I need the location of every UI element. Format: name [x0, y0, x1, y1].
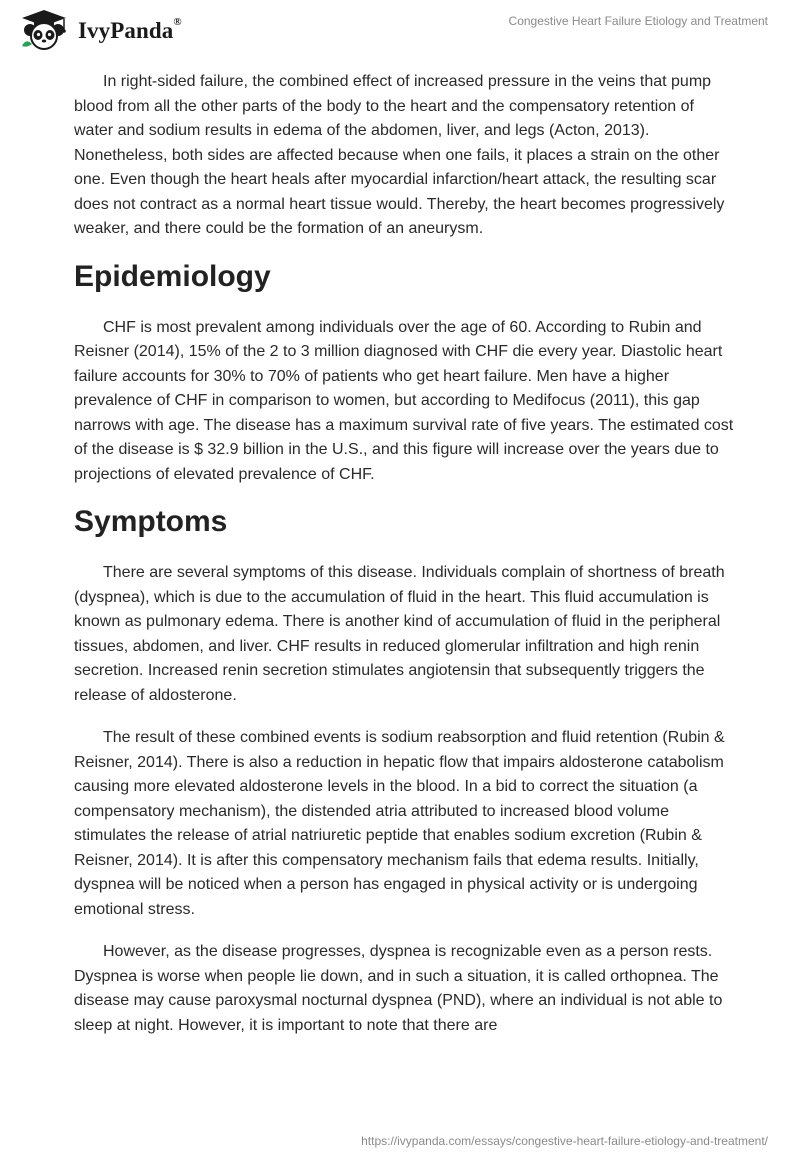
document-title: Congestive Heart Failure Etiology and Treatment — [508, 14, 768, 28]
registered-mark: ® — [173, 16, 182, 28]
essay-content — [74, 70, 734, 1038]
paragraph-symptoms-2: The result of these combined events is sodium reabsorption and fluid retention (Rubin & Reisner, 2014). There is also a reduction in hepatic flow that impairs aldosterone catabolism causing more elevated aldosterone levels in the blood. In a bid to correct the situation (a compensatory mechanism), the distended atria attributed to increased blood volume stimulates the release of atrial natriuretic peptide that enables sodium excretion (Rubin & Reisner, 2014). It is after this compensatory mechanism fails that edema results. Initially, dyspnea will be noticed when a person has engaged in physical activity or is undergoing emotional stress. — [74, 729, 725, 918]
heading-symptoms: Symptoms — [74, 505, 228, 538]
paragraph-right-sided-failure: In right-sided failure, the combined effect of increased pressure in the veins that pump blood from all the other parts of the body to the heart and the compensatory retention of water and sodium results in edema of the abdomen, liver, and legs (Acton, 2013). Nonetheless, both sides are affected because when one fails, it places a strain on the other one. Even though the heart heals after myocardial infarction/heart attack, the resulting scar does not contract as a normal heart tissue would. Thereby, the heart becomes progressively weaker, and there could be the formation of an aneurysm. — [74, 73, 725, 237]
paragraph-symptoms-1: There are several symptoms of this disease. Individuals complain of shortness of breath (dyspnea), which is due to the accumulation of fluid in the heart. This fluid accumulation is known as pulmonary edema. There is another kind of accumulation of fluid in the peripheral tissues, abdomen, and liver. CHF results in reduced glomerular infiltration and high renin secretion. Increased renin secretion stimulates angiotensin that subsequently triggers the release of aldosterone. — [74, 564, 725, 704]
paragraph-epidemiology: CHF is most prevalent among individuals over the age of 60. According to Rubin and Reisner (2014), 15% of the 2 to 3 million diagnosed with CHF die every year. Diastolic heart failure accounts for 30% to 70% of patients who get heart failure. Men have a higher prevalence of CHF in comparison to women, but according to Medifocus (2011), this gap narrows with age. The disease has a maximum survival rate of five years. The estimated cost of the disease is $ 32.9 billion in the U.S., and this figure will increase over the years due to projections of elevated prevalence of CHF. — [74, 318, 734, 483]
page-url-link[interactable]: https://ivypanda.com/essays/congestive-heart-failure-etiology-and-treatment/ — [361, 1134, 768, 1148]
ivypanda-logo[interactable] — [16, 8, 182, 52]
page-header — [0, 0, 800, 64]
paragraph-symptoms-3: However, as the disease progresses, dyspnea is recognizable even as a person rests. Dyspnea is worse when people lie down, and in such a situation, it is called orthopnea. The disease may cause paroxysmal nocturnal dyspnea (PND), where an individual is not able to sleep at night. However, it is important to note that there are — [74, 943, 723, 1034]
heading-epidemiology: Epidemiology — [74, 259, 271, 293]
logo-text: IvyPanda® — [78, 16, 182, 43]
panda-graduate-icon — [16, 8, 72, 52]
